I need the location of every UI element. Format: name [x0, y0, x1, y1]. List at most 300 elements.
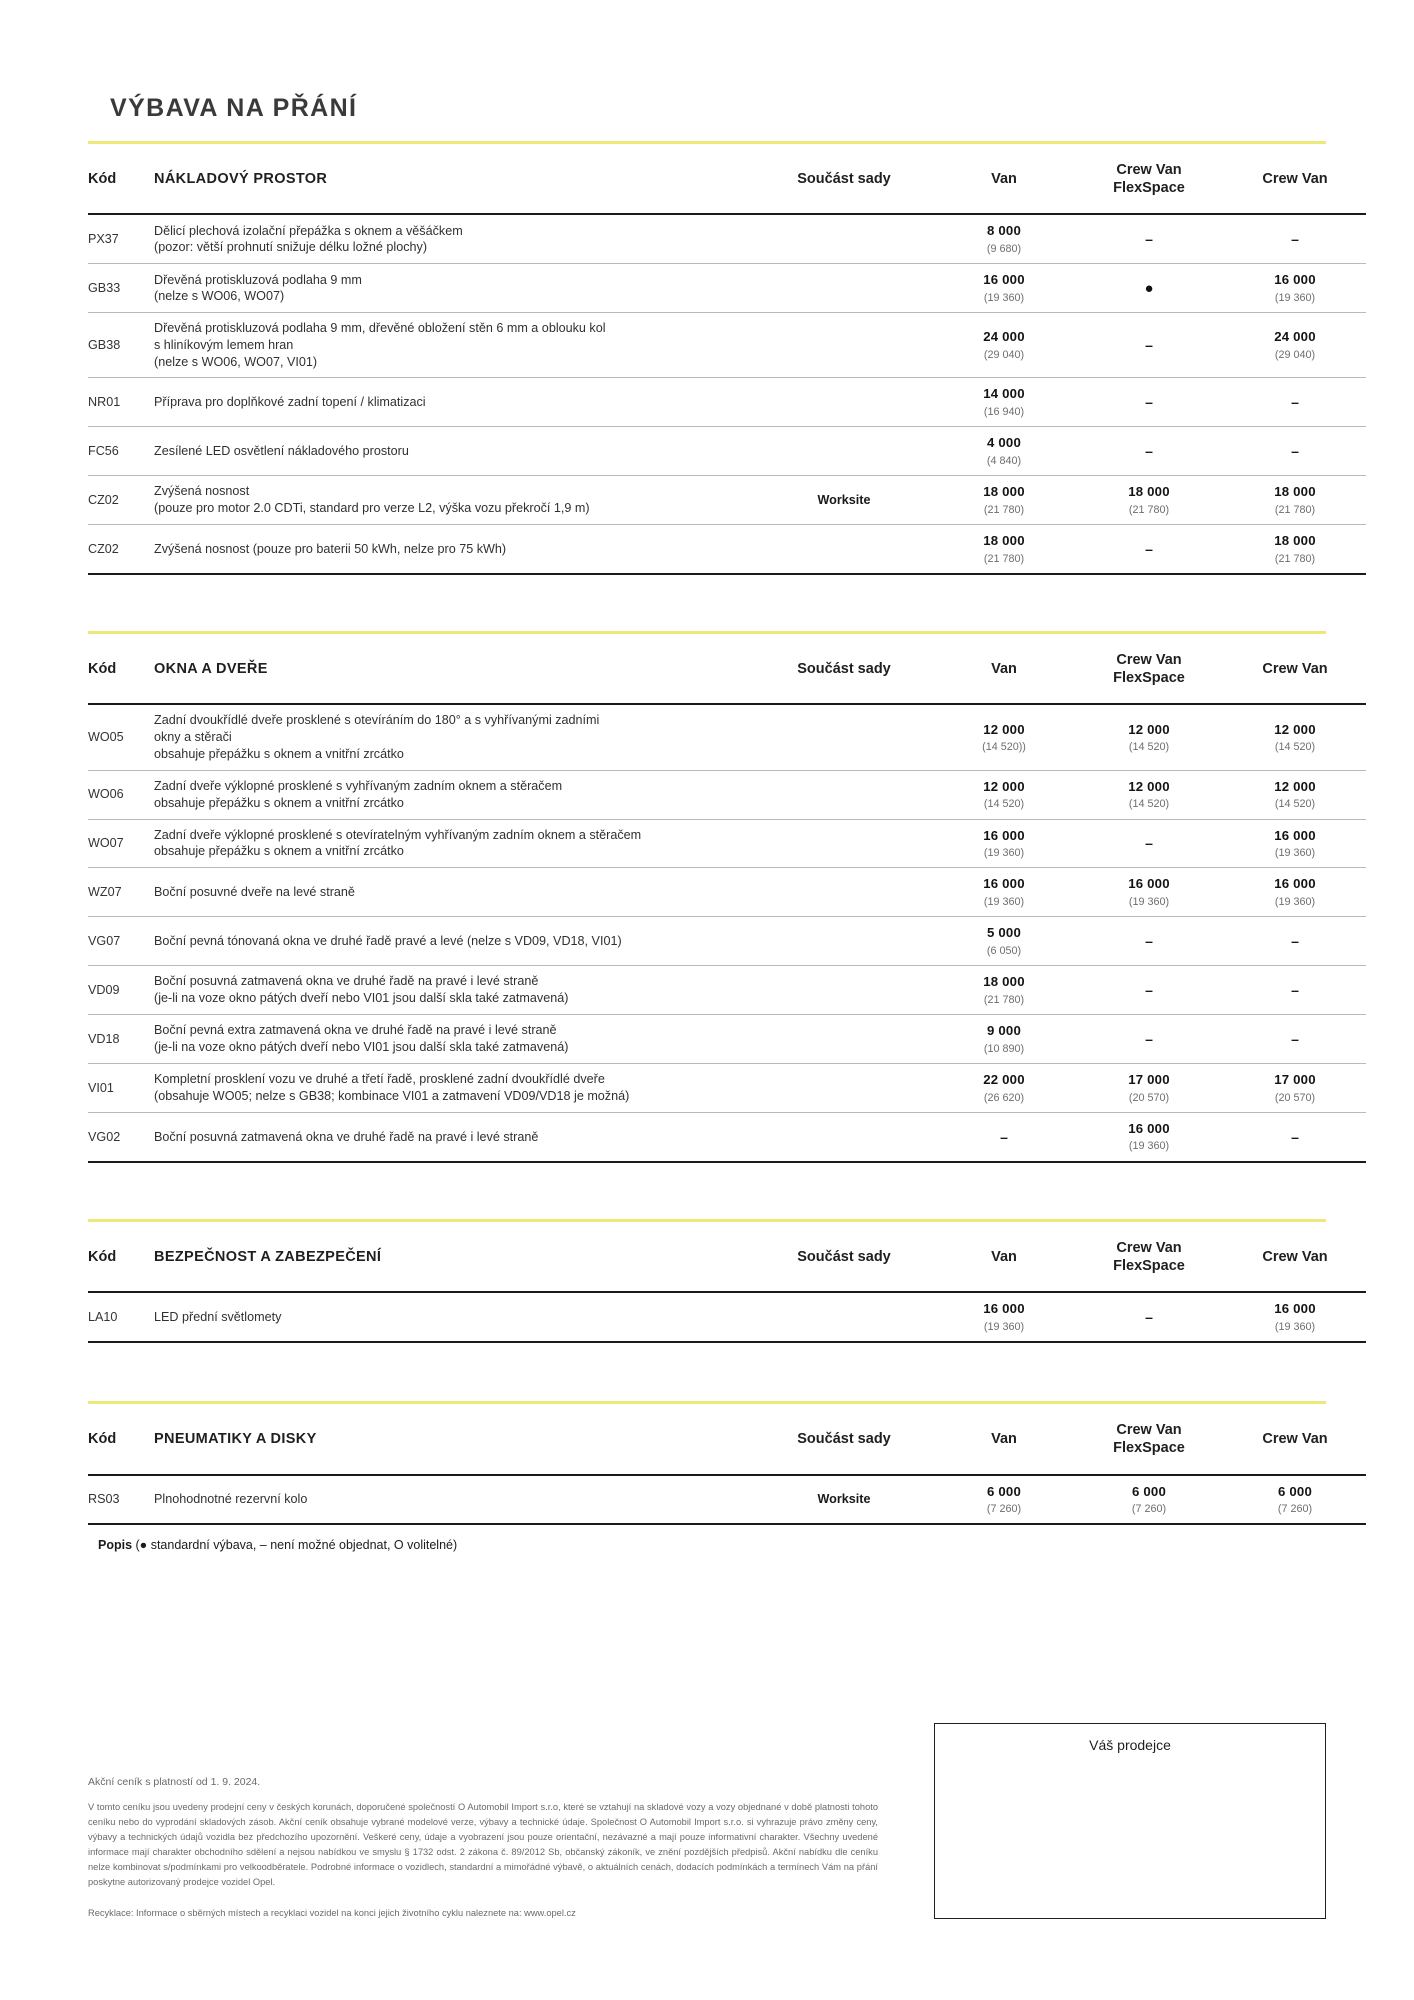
price-crew-van [1224, 214, 1366, 263]
option-description [154, 313, 754, 378]
column-header-set: Součást sady [754, 144, 934, 214]
price-gross: (14 520)) [982, 741, 1026, 754]
option-description [154, 819, 754, 868]
price-gross: (14 520) [983, 798, 1025, 811]
price-net: 12 000 [1128, 721, 1170, 737]
price-crew-van [1224, 1292, 1366, 1342]
price-gross: (4 840) [986, 454, 1022, 467]
description-line: s hliníkovým lemem hran [154, 337, 294, 352]
legend [88, 1538, 1326, 1552]
footer-validity: Akční ceník s platností od 1. 9. 2024. [88, 1776, 261, 1788]
option-code: WZ07 [88, 868, 154, 917]
price-crew-van-flexspace [1074, 966, 1224, 1015]
option-code: LA10 [88, 1292, 154, 1342]
price-gross: (20 570) [1274, 1091, 1316, 1104]
option-description [154, 1112, 754, 1161]
option-description [154, 868, 754, 917]
option-package [754, 264, 934, 313]
price-crew-van-flexspace [1074, 214, 1224, 263]
description-line: LED přední světlomety [154, 1309, 282, 1324]
price-gross: (7 260) [986, 1503, 1022, 1516]
option-package [754, 1112, 934, 1161]
price-gross: (26 620) [983, 1091, 1025, 1104]
option-package: Worksite [754, 476, 934, 525]
price-net: 18 000 [1128, 484, 1170, 500]
table-header-row [88, 634, 1366, 704]
price-crew-van [1224, 1475, 1366, 1525]
legend-label: Popis [98, 1538, 133, 1553]
price-gross: (10 890) [983, 1042, 1025, 1055]
column-header-category: OKNA A DVEŘE [154, 634, 754, 704]
column-header-van: Van [934, 634, 1074, 704]
description-line: (nelze s WO06, WO07, VI01) [154, 354, 318, 369]
price-gross: (21 780) [1274, 552, 1316, 565]
description-line: (je-li na voze okno pátých dveří nebo VI01 jsou další skla také zatmavená) [154, 991, 569, 1006]
column-header-code: Kód [88, 144, 154, 214]
description-line: Boční posuvné dveře na levé straně [154, 884, 355, 899]
column-header-crew-van-flexspace [1074, 144, 1224, 214]
price-crew-van [1224, 525, 1366, 574]
price-crew-van [1224, 1064, 1366, 1113]
tables-container [88, 141, 1326, 1525]
description-line: Boční posuvná zatmavená okna ve druhé řadě na pravé i levé straně [154, 1129, 539, 1144]
description-line: Zadní dveře výklopné prosklené s otevíratelným vyhřívaným zadním oknem a stěračem [154, 827, 642, 842]
option-package [754, 313, 934, 378]
option-package [754, 704, 934, 770]
price-net: 24 000 [1274, 329, 1316, 345]
option-package [754, 819, 934, 868]
price-gross: (14 520) [1274, 798, 1316, 811]
price-net: 12 000 [1274, 721, 1316, 737]
price-crew-van-flexspace [1074, 313, 1224, 378]
price-gross: (19 360) [1128, 1140, 1170, 1153]
not-available-dash: – [1291, 1128, 1299, 1145]
price-gross: (14 520) [1128, 741, 1170, 754]
price-van [934, 1292, 1074, 1342]
price-crew-van [1224, 427, 1366, 476]
column-header-van: Van [934, 1404, 1074, 1474]
standard-dot-icon: ● [1144, 279, 1154, 297]
cvf-line2: FlexSpace [1113, 179, 1185, 196]
table-row [88, 770, 1366, 819]
price-van [934, 476, 1074, 525]
price-crew-van-flexspace [1074, 1015, 1224, 1064]
table-block-3 [88, 1219, 1326, 1343]
price-net: 22 000 [983, 1072, 1025, 1088]
option-description [154, 770, 754, 819]
option-code: NR01 [88, 378, 154, 427]
not-available-dash: – [1145, 981, 1153, 998]
column-header-set: Součást sady [754, 634, 934, 704]
price-van [934, 214, 1074, 263]
column-header-category: PNEUMATIKY A DISKY [154, 1404, 754, 1474]
price-net: 16 000 [1274, 876, 1316, 892]
options-table [88, 144, 1366, 575]
option-code: VD18 [88, 1015, 154, 1064]
option-code: GB38 [88, 313, 154, 378]
price-gross: (7 260) [1277, 1503, 1313, 1516]
not-available-dash: – [1291, 932, 1299, 949]
description-line: Zesílené LED osvětlení nákladového prostoru [154, 443, 409, 458]
price-net: 17 000 [1128, 1072, 1170, 1088]
option-package [754, 427, 934, 476]
cvf-line1: Crew Van [1116, 1422, 1182, 1439]
not-available-dash: – [1291, 1030, 1299, 1047]
price-net: 17 000 [1274, 1072, 1316, 1088]
option-description [154, 214, 754, 263]
section-gap [88, 1343, 1326, 1401]
price-net: 18 000 [983, 484, 1025, 500]
table-row [88, 819, 1366, 868]
section-gap [88, 575, 1326, 631]
description-line: Dřevěná protiskluzová podlaha 9 mm [154, 272, 362, 287]
price-crew-van [1224, 1015, 1366, 1064]
option-description [154, 525, 754, 574]
price-net: 8 000 [986, 223, 1021, 239]
price-net: 16 000 [1274, 272, 1316, 288]
price-gross: (21 780) [1128, 503, 1170, 516]
option-description [154, 264, 754, 313]
cvf-line2: FlexSpace [1113, 1439, 1185, 1456]
price-van [934, 770, 1074, 819]
table-row [88, 966, 1366, 1015]
table-row [88, 917, 1366, 966]
option-package [754, 214, 934, 263]
price-crew-van-flexspace [1074, 476, 1224, 525]
price-gross: (19 360) [983, 291, 1025, 304]
price-van [934, 313, 1074, 378]
description-line: (pozor: větší prohnutí snižuje délku ložné plochy) [154, 240, 428, 255]
price-net: 16 000 [1128, 1120, 1170, 1136]
footer-disclaimer: V tomto ceníku jsou uvedeny prodejní ceny v českých korunách, doporučené společností O Automobil Import s.r.o, které se vztahují na skladové vozy a vozy objednané v době platnosti tohoto ceníku nebo do vyprodání skladových zásob. Akční ceník obsahuje vybrané modelové verze, výbavy a technické údaje. Společnost O Automobil Import s.r.o. si vyhrazuje právo změny ceny, výbavy a technických údajů vozidla bez předchozího upozornění. Veškeré ceny, údaje a vyobrazení jsou pouze orientační, nezávazné a mají pouze informativní charakter. Všechny uvedené informace mají charakter obchodního sdělení a nejsou nabídkou ve smyslu § 1732 odst. 2 zákona č. 89/2012 Sb, občanský zákoník, ve znění pozdějších předpisů. Akční nabídku dle ceníku nelze kombinovat s/podmínkami pro velkoodběratele. Podrobné informace o vozidlech, standardní a mimořádné výbavě, o aktuálních cenách, dodacích podmínkách a termínech Vám na přání poskytne autorizovaný prodejce vozidel Opel. [88, 1802, 878, 1888]
not-available-dash: – [1291, 442, 1299, 459]
description-line: Zadní dvoukřídlé dveře prosklené s otevíráním do 180° a s vyhřívanými zadními [154, 713, 600, 728]
option-code: CZ02 [88, 525, 154, 574]
price-crew-van-flexspace [1074, 917, 1224, 966]
option-code: FC56 [88, 427, 154, 476]
option-package [754, 1292, 934, 1342]
description-line: (je-li na voze okno pátých dveří nebo VI01 jsou další skla také zatmavená) [154, 1040, 569, 1055]
price-gross: (14 520) [1128, 798, 1170, 811]
price-van [934, 264, 1074, 313]
price-net: 6 000 [1131, 1483, 1166, 1499]
description-line: (pouze pro motor 2.0 CDTi, standard pro verze L2, výška vozu překročí 1,9 m) [154, 501, 590, 516]
option-code: CZ02 [88, 476, 154, 525]
table-block-1 [88, 141, 1326, 575]
price-crew-van [1224, 264, 1366, 313]
page-title: VÝBAVA NA PŘÁNÍ [110, 94, 358, 122]
option-description [154, 704, 754, 770]
column-header-crew-van-flexspace [1074, 634, 1224, 704]
option-description [154, 427, 754, 476]
price-crew-van-flexspace [1074, 1064, 1224, 1113]
table-row [88, 378, 1366, 427]
price-van [934, 819, 1074, 868]
price-crew-van [1224, 1112, 1366, 1161]
option-code: VI01 [88, 1064, 154, 1113]
option-code: RS03 [88, 1475, 154, 1525]
price-net: 16 000 [1128, 876, 1170, 892]
price-gross: (19 360) [983, 895, 1025, 908]
price-gross: (21 780) [1274, 503, 1316, 516]
column-header-set: Součást sady [754, 1404, 934, 1474]
not-available-dash: – [1145, 932, 1153, 949]
price-crew-van-flexspace [1074, 525, 1224, 574]
price-net: 16 000 [983, 272, 1025, 288]
option-description [154, 1475, 754, 1525]
price-crew-van-flexspace [1074, 770, 1224, 819]
price-gross: (21 780) [983, 503, 1025, 516]
price-van [934, 378, 1074, 427]
description-line: (obsahuje WO05; nelze s GB38; kombinace VI01 a zatmavení VD09/VD18 je možná) [154, 1088, 630, 1103]
footer [88, 1776, 878, 1921]
description-line: obsahuje přepážku s oknem a vnitřní zrcátko [154, 746, 404, 761]
option-package [754, 1064, 934, 1113]
price-van [934, 427, 1074, 476]
column-header-crew-van: Crew Van [1224, 634, 1366, 704]
price-gross: (19 360) [1274, 895, 1316, 908]
not-available-dash: – [1000, 1128, 1008, 1145]
price-net: 6 000 [1277, 1483, 1312, 1499]
price-gross: (19 360) [983, 1320, 1025, 1333]
description-line: Dřevěná protiskluzová podlaha 9 mm, dřevěné obložení stěn 6 mm a oblouku kol [154, 321, 606, 336]
price-crew-van [1224, 378, 1366, 427]
column-header-crew-van: Crew Van [1224, 1404, 1366, 1474]
column-header-crew-van: Crew Van [1224, 144, 1366, 214]
price-gross: (19 360) [1274, 847, 1316, 860]
table-row [88, 1015, 1366, 1064]
options-table [88, 1222, 1366, 1343]
not-available-dash: – [1291, 981, 1299, 998]
description-line: Kompletní prosklení vozu ve druhé a třetí řadě, prosklené zadní dvoukřídlé dveře [154, 1072, 605, 1087]
table-row [88, 214, 1366, 263]
price-net: 16 000 [1274, 827, 1316, 843]
description-line: Boční posuvná zatmavená okna ve druhé řadě na pravé i levé straně [154, 974, 539, 989]
price-gross: (29 040) [983, 348, 1025, 361]
option-code: WO05 [88, 704, 154, 770]
column-header-set: Součást sady [754, 1222, 934, 1292]
table-row [88, 1112, 1366, 1161]
footer-recycling: Recyklace: Informace o sběrných místech a recyklaci vozidel na konci jejich životního cyklu naleznete na: www.opel.cz [88, 1908, 576, 1919]
price-gross: (14 520) [1274, 741, 1316, 754]
description-line: Plnohodnotné rezervní kolo [154, 1492, 308, 1507]
price-crew-van-flexspace [1074, 427, 1224, 476]
price-van [934, 917, 1074, 966]
description-line: Příprava pro doplňkové zadní topení / klimatizaci [154, 394, 426, 409]
option-description [154, 1292, 754, 1342]
not-available-dash: – [1145, 835, 1153, 852]
option-description [154, 476, 754, 525]
price-net: 16 000 [983, 876, 1025, 892]
table-row [88, 476, 1366, 525]
price-van [934, 1112, 1074, 1161]
column-header-van: Van [934, 1222, 1074, 1292]
price-net: 5 000 [986, 925, 1021, 941]
column-header-crew-van: Crew Van [1224, 1222, 1366, 1292]
legend-text: (● standardní výbava, – není možné objednat, O volitelné) [132, 1538, 458, 1553]
price-van [934, 1015, 1074, 1064]
table-row [88, 525, 1366, 574]
option-code: WO07 [88, 819, 154, 868]
not-available-dash: – [1291, 394, 1299, 411]
price-crew-van [1224, 770, 1366, 819]
description-line: Dělicí plechová izolační přepážka s oknem a věšáčkem [154, 223, 463, 238]
table-row [88, 427, 1366, 476]
price-crew-van [1224, 819, 1366, 868]
description-line: Zadní dveře výklopné prosklené s vyhřívaným zadním oknem a stěračem [154, 778, 563, 793]
price-crew-van-flexspace [1074, 264, 1224, 313]
price-gross: (29 040) [1274, 348, 1316, 361]
price-crew-van-flexspace [1074, 378, 1224, 427]
price-crew-van [1224, 966, 1366, 1015]
table-row [88, 264, 1366, 313]
price-crew-van-flexspace [1074, 868, 1224, 917]
price-net: 12 000 [1128, 778, 1170, 794]
price-van [934, 868, 1074, 917]
price-van [934, 1475, 1074, 1525]
price-net: 4 000 [986, 435, 1021, 451]
price-gross: (20 570) [1128, 1091, 1170, 1104]
price-gross: (19 360) [983, 847, 1025, 860]
not-available-dash: – [1145, 540, 1153, 557]
option-description [154, 378, 754, 427]
price-van [934, 1064, 1074, 1113]
price-net: 24 000 [983, 329, 1025, 345]
table-header-row [88, 144, 1366, 214]
price-crew-van [1224, 476, 1366, 525]
price-gross: (16 940) [983, 405, 1025, 418]
price-net: 6 000 [986, 1483, 1021, 1499]
not-available-dash: – [1145, 442, 1153, 459]
description-line: Boční pevná tónovaná okna ve druhé řadě pravé a levé (nelze s VD09, VD18, VI01) [154, 933, 622, 948]
table-row [88, 704, 1366, 770]
option-package: Worksite [754, 1475, 934, 1525]
price-net: 9 000 [986, 1023, 1021, 1039]
options-table [88, 634, 1366, 1163]
cvf-line1: Crew Van [1116, 162, 1182, 178]
price-crew-van-flexspace [1074, 1112, 1224, 1161]
not-available-dash: – [1145, 394, 1153, 411]
price-net: 12 000 [1274, 778, 1316, 794]
price-net: 18 000 [1274, 484, 1316, 500]
description-line: Zvýšená nosnost (pouze pro baterii 50 kWh, nelze pro 75 kWh) [154, 541, 507, 556]
not-available-dash: – [1291, 231, 1299, 248]
not-available-dash: – [1145, 1308, 1153, 1325]
column-header-code: Kód [88, 1222, 154, 1292]
not-available-dash: – [1145, 1030, 1153, 1047]
price-net: 12 000 [983, 721, 1025, 737]
description-line: Boční pevná extra zatmavená okna ve druhé řadě na pravé i levé straně [154, 1023, 557, 1038]
column-header-van: Van [934, 144, 1074, 214]
table-row [88, 1064, 1366, 1113]
price-gross: (21 780) [983, 993, 1025, 1006]
table-header-row [88, 1222, 1366, 1292]
option-package [754, 770, 934, 819]
option-description [154, 966, 754, 1015]
price-crew-van [1224, 704, 1366, 770]
option-package [754, 378, 934, 427]
price-crew-van [1224, 917, 1366, 966]
table-row [88, 1292, 1366, 1342]
option-description [154, 917, 754, 966]
price-gross: (9 680) [986, 242, 1022, 255]
option-code: VD09 [88, 966, 154, 1015]
option-code: VG02 [88, 1112, 154, 1161]
option-code: PX37 [88, 214, 154, 263]
price-van [934, 525, 1074, 574]
option-code: VG07 [88, 917, 154, 966]
not-available-dash: – [1145, 231, 1153, 248]
price-gross: (7 260) [1131, 1503, 1167, 1516]
column-header-crew-van-flexspace [1074, 1222, 1224, 1292]
options-table [88, 1404, 1366, 1525]
column-header-category: NÁKLADOVÝ PROSTOR [154, 144, 754, 214]
column-header-code: Kód [88, 634, 154, 704]
column-header-category: BEZPEČNOST A ZABEZPEČENÍ [154, 1222, 754, 1292]
price-net: 16 000 [1274, 1301, 1316, 1317]
dealer-box-label: Váš prodejce [1089, 1737, 1171, 1753]
option-package [754, 525, 934, 574]
price-net: 18 000 [1274, 533, 1316, 549]
price-crew-van-flexspace [1074, 1292, 1224, 1342]
option-package [754, 1015, 934, 1064]
cvf-line2: FlexSpace [1113, 669, 1185, 686]
table-block-2 [88, 631, 1326, 1163]
price-gross: (19 360) [1274, 1320, 1316, 1333]
price-net: 12 000 [983, 778, 1025, 794]
price-crew-van-flexspace [1074, 704, 1224, 770]
table-row [88, 1475, 1366, 1525]
column-header-code: Kód [88, 1404, 154, 1474]
description-line: Zvýšená nosnost [154, 484, 250, 499]
description-line: obsahuje přepážku s oknem a vnitřní zrcátko [154, 844, 404, 859]
cvf-line1: Crew Van [1116, 1239, 1182, 1256]
description-line: okny a stěrači [154, 730, 232, 745]
option-package [754, 868, 934, 917]
table-row [88, 868, 1366, 917]
option-code: WO06 [88, 770, 154, 819]
description-line: (nelze s WO06, WO07) [154, 289, 285, 304]
price-net: 14 000 [983, 386, 1025, 402]
description-line: obsahuje přepážku s oknem a vnitřní zrcátko [154, 795, 404, 810]
table-row [88, 313, 1366, 378]
option-code: GB33 [88, 264, 154, 313]
dealer-box [934, 1723, 1326, 1919]
price-gross: (21 780) [983, 552, 1025, 565]
option-package [754, 917, 934, 966]
price-crew-van-flexspace [1074, 819, 1224, 868]
cvf-line1: Crew Van [1116, 652, 1182, 669]
section-gap [88, 1163, 1326, 1219]
price-crew-van [1224, 868, 1366, 917]
table-block-4 [88, 1401, 1326, 1525]
option-description [154, 1064, 754, 1113]
table-header-row [88, 1404, 1366, 1474]
price-van [934, 704, 1074, 770]
price-net: 18 000 [983, 533, 1025, 549]
price-gross: (19 360) [1128, 895, 1170, 908]
column-header-crew-van-flexspace [1074, 1404, 1224, 1474]
price-net: 16 000 [983, 1301, 1025, 1317]
price-gross: (19 360) [1274, 291, 1316, 304]
option-package [754, 966, 934, 1015]
not-available-dash: – [1145, 336, 1153, 353]
option-description [154, 1015, 754, 1064]
price-net: 16 000 [983, 827, 1025, 843]
price-crew-van-flexspace [1074, 1475, 1224, 1525]
price-crew-van [1224, 313, 1366, 378]
cvf-line2: FlexSpace [1113, 1257, 1185, 1274]
